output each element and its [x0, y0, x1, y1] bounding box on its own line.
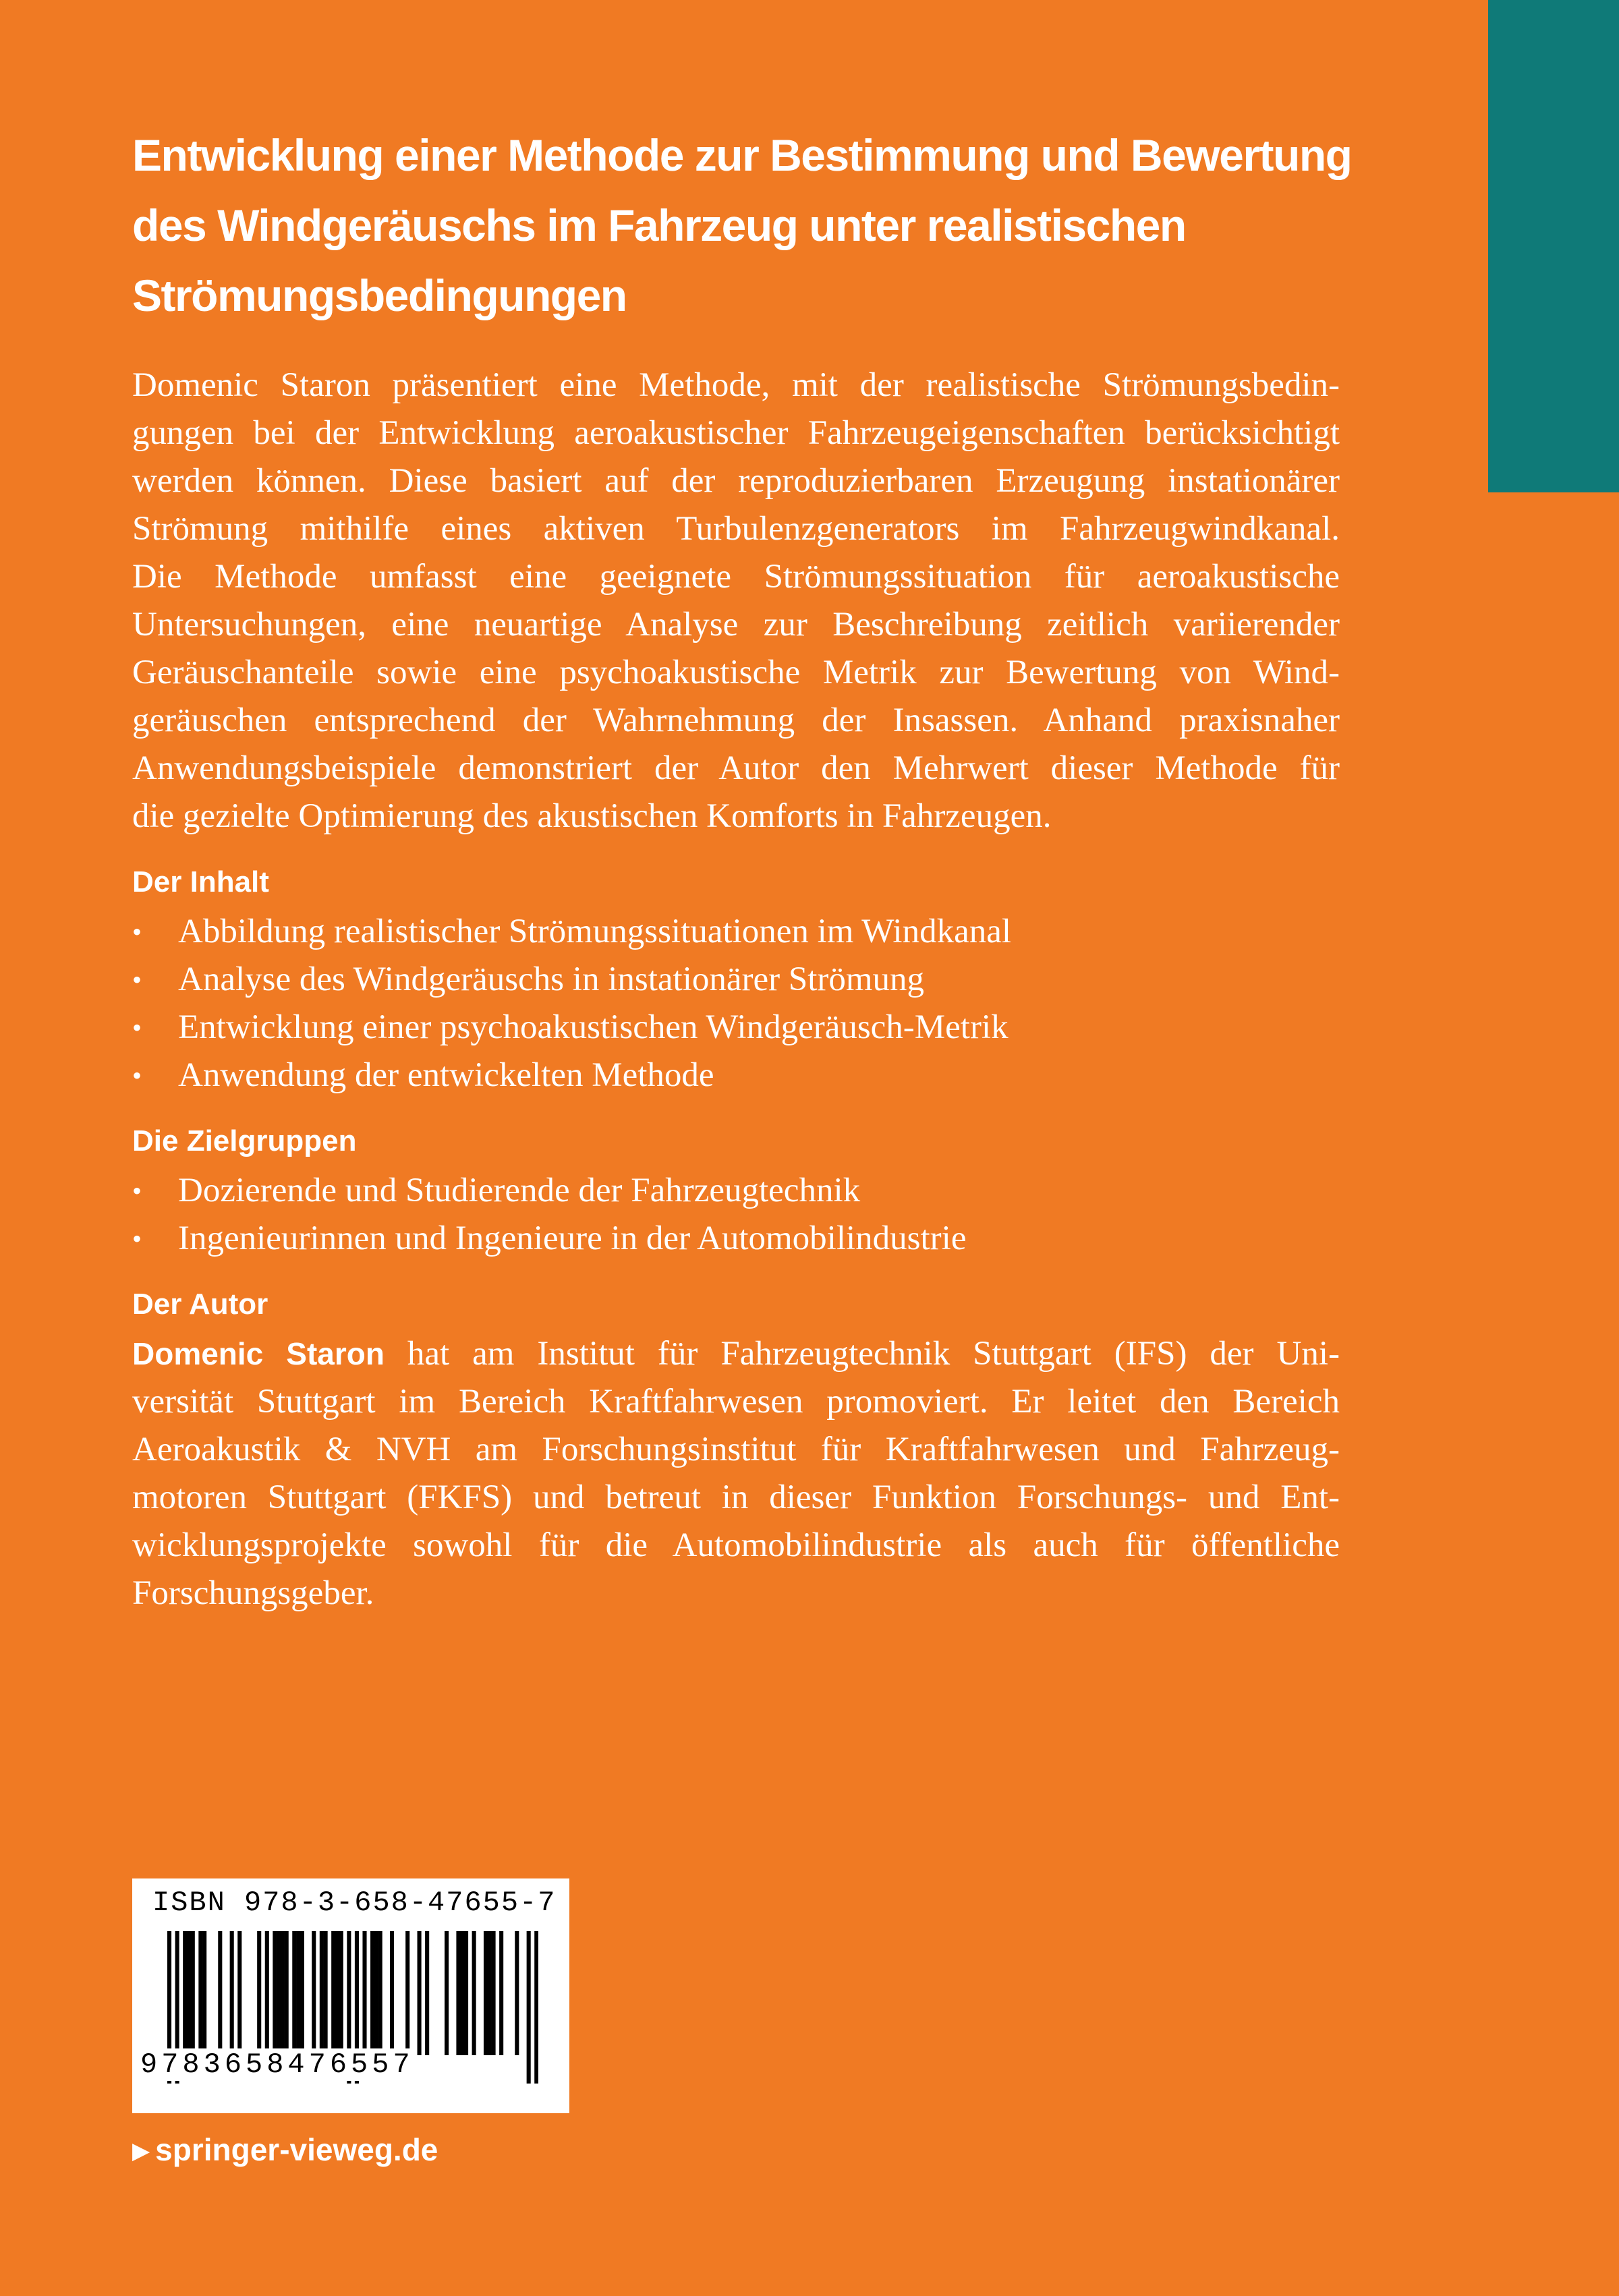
autor-heading: Der Autor [132, 1288, 268, 1321]
description-line: gungen bei der Entwicklung aeroakustischer Fahrzeugeigenschaften berücksichtigt [132, 414, 1340, 452]
inhalt-item-text: Entwicklung einer psychoakustischen Windgeräusch-Metrik [178, 1008, 1009, 1046]
barcode-bar [187, 1931, 191, 2055]
autor-line-rest: hat am Institut für Fahrzeugtechnik Stuttgart (IFS) der Uni- [384, 1335, 1340, 1373]
inhalt-list [132, 908, 1340, 1099]
barcode-bar [285, 1931, 289, 2055]
inhalt-heading: Der Inhalt [132, 865, 269, 898]
bullet-icon: • [132, 1060, 142, 1091]
barcode-bar [362, 1931, 366, 2055]
barcode-bar [257, 1931, 261, 2055]
inhalt-item-text: Abbildung realistischer Strömungssituationen im Windkanal [178, 913, 1012, 950]
barcode-bar [230, 1931, 234, 2055]
title-line: Entwicklung einer Methode zur Bestimmung und Bewertung [132, 130, 1352, 180]
barcode-bar [445, 1931, 449, 2055]
barcode-bar [320, 1931, 324, 2055]
zielgruppen-heading: Die Zielgruppen [132, 1124, 357, 1157]
barcode-bar [370, 1931, 374, 2055]
barcode-bar [488, 1931, 492, 2055]
zielgruppen-item-text: Ingenieurinnen und Ingenieure in der Automobilindustrie [178, 1219, 967, 1257]
autor-line: Aeroakustik & NVH am Forschungsinstitut für Kraftfahrwesen und Fahrzeug- [132, 1431, 1340, 1468]
autor-line: motoren Stuttgart (FKFS) und betreut in dieser Funktion Forschungs- und Ent- [132, 1479, 1340, 1516]
zielgruppen-list [132, 1167, 1340, 1263]
barcode-bar [484, 1931, 488, 2055]
back-cover-content [132, 120, 1352, 1617]
barcode-bar [339, 1931, 343, 2055]
autor-paragraph [132, 1330, 1340, 1617]
description-line: Anwendungsbeispiele demonstriert der Autor den Mehrwert dieser Methode für [132, 749, 1340, 787]
barcode-bar [218, 1931, 222, 2055]
inhalt-item [132, 908, 1340, 956]
inhalt-item [132, 1052, 1340, 1099]
autor-line: wicklungsprojekte sowohl für die Automobilindustrie als auch für öffentliche [132, 1526, 1340, 1564]
barcode-bar [273, 1931, 277, 2055]
barcode-bar [390, 1931, 394, 2055]
book-title [132, 120, 1352, 331]
barcode-bar [237, 1931, 242, 2055]
inhalt-item-text: Analyse des Windgeräuschs in instationärer Strömung [178, 960, 925, 998]
description-line: die gezielte Optimierung des akustischen Komforts in Fahrzeugen. [132, 797, 1052, 835]
ean-digits [139, 2048, 564, 2081]
bullet-icon: • [132, 1224, 142, 1254]
bullet-icon: • [132, 1176, 142, 1206]
description-paragraph [132, 362, 1340, 840]
barcode-bar [405, 1931, 409, 2055]
bullet-icon: • [132, 1012, 142, 1043]
description-line: Untersuchungen, eine neuartige Analyse zur Beschreibung zeitlich variierender [132, 606, 1340, 643]
description-line: werden können. Diese basiert auf der reproduzierbaren Erzeugung instationärer [132, 462, 1340, 500]
barcode-bar [312, 1931, 316, 2055]
barcode-bar [499, 1931, 503, 2055]
barcode-bar [418, 1931, 422, 2055]
description-line: Strömung mithilfe eines aktiven Turbulenzgenerators im Fahrzeugwindkanal. [132, 510, 1340, 548]
barcode-bar [191, 1931, 195, 2055]
ean-digits-text: 9783658476557 [140, 2048, 414, 2081]
barcode-bar [515, 1931, 519, 2055]
title-line: des Windgeräuschs im Fahrzeug unter realistischen [132, 200, 1186, 250]
barcode-bar [378, 1931, 382, 2055]
bullet-icon: • [132, 917, 142, 947]
barcode-bar [335, 1931, 339, 2055]
barcode-bar [300, 1931, 304, 2055]
description-line: Geräuschanteile sowie eine psychoakustische Metrik zur Bewertung von Wind- [132, 654, 1340, 691]
isbn-barcode-box [132, 1878, 569, 2113]
teal-color-tab [1488, 0, 1619, 492]
author-name: Domenic Staron [132, 1336, 385, 1371]
barcode-bar [456, 1931, 460, 2055]
barcode-bar [292, 1931, 296, 2055]
publisher-link[interactable] [132, 2131, 438, 2168]
description-line: Die Methode umfasst eine geeignete Strömungssituation für aeroakustische [132, 558, 1340, 596]
publisher-url: springer-vieweg.de [155, 2132, 438, 2167]
barcode-bar [331, 1931, 335, 2055]
autor-line: Forschungsgeber. [132, 1574, 374, 1612]
inhalt-item-text: Anwendung der entwickelten Methode [178, 1056, 714, 1094]
zielgruppen-item [132, 1167, 1340, 1215]
barcode-bar [492, 1931, 496, 2055]
autor-line: versität Stuttgart im Bereich Kraftfahrwesen promoviert. Er leitet den Bereich [132, 1383, 1340, 1420]
barcode-bar [277, 1931, 281, 2055]
barcode-bar [265, 1931, 269, 2055]
description-line: Domenic Staron präsentiert eine Methode, mit der realistische Strömungsbedin- [132, 366, 1340, 404]
zielgruppen-item-text: Dozierende und Studierende der Fahrzeugtechnik [178, 1172, 861, 1209]
barcode-bar [460, 1931, 464, 2055]
bullet-icon: • [132, 965, 142, 995]
barcode-bar [324, 1931, 328, 2055]
inhalt-item [132, 1004, 1340, 1052]
autor-line [132, 1330, 1340, 1378]
barcode-bar [464, 1931, 468, 2055]
barcode-bar [296, 1931, 300, 2055]
barcode-bar [374, 1931, 378, 2055]
description-line: geräuschen entsprechend der Wahrnehmung der Insassen. Anhand praxisnaher [132, 701, 1340, 739]
barcode-bar [425, 1931, 429, 2055]
barcode-bar [472, 1931, 476, 2055]
barcode-bar [198, 1931, 202, 2055]
inhalt-item [132, 956, 1340, 1004]
title-line: Strömungsbedingungen [132, 270, 627, 320]
barcode-bar [202, 1931, 206, 2055]
play-arrow-icon: ▶ [132, 2138, 150, 2164]
barcode-bar [183, 1931, 187, 2055]
barcode-bar [281, 1931, 285, 2055]
zielgruppen-item [132, 1215, 1340, 1263]
isbn-label: ISBN 978-3-658-47655-7 [152, 1887, 557, 1919]
